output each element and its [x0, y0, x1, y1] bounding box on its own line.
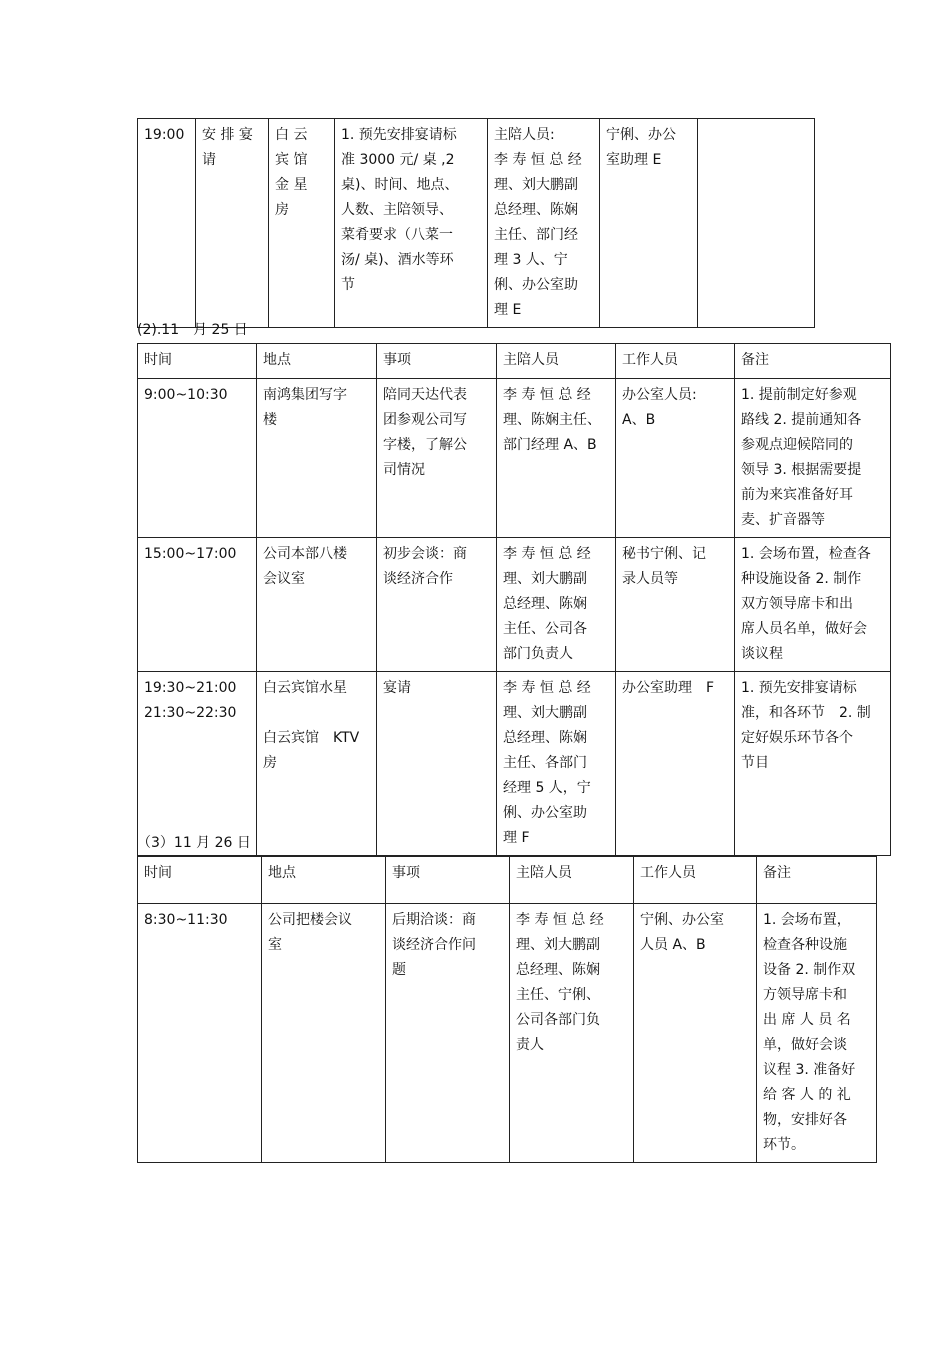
- header-place: 地点: [257, 344, 377, 379]
- cell-hosts: 李 寿 恒 总 经 理、刘大鹏副 总经理、陈娴 主任、公司各 部门负责人: [497, 538, 616, 672]
- section2-caption: (2).11 月 25 日: [137, 322, 248, 338]
- cell-staff: 办公室人员: A、B: [616, 379, 735, 538]
- header-notes: 备注: [735, 344, 891, 379]
- header-time: 时间: [138, 857, 262, 904]
- header-time: 时间: [138, 344, 257, 379]
- table-row: [138, 538, 891, 672]
- cell-staff: 宁俐、办公室 人员 A、B: [634, 904, 757, 1163]
- cell-hosts: 主陪人员: 李 寿 恒 总 经 理、刘大鹏副 总经理、陈娴 主任、部门经 理 3 人、宁 俐、办公室助 理 E: [488, 119, 600, 328]
- cell-staff: 宁俐、办公 室助理 E: [600, 119, 698, 328]
- cell-time: 19:30~21:00 21:30~22:30: [138, 672, 257, 856]
- cell-staff: 秘书宁俐、记 录人员等: [616, 538, 735, 672]
- cell-notes: 1. 提前制定好参观 路线 2. 提前通知各 参观点迎候陪同的 领导 3. 根据需要提 前为来宾准备好耳 麦、扩音器等: [735, 379, 891, 538]
- table-row: [138, 672, 891, 856]
- cell-notes: [698, 119, 815, 328]
- header-staff: 工作人员: [634, 857, 757, 904]
- schedule-table-nov26: [137, 856, 877, 1163]
- header-place: 地点: [262, 857, 386, 904]
- cell-notes: 1. 预先安排宴请标 准，和各环节 2. 制 定好娱乐环节各个 节目: [735, 672, 891, 856]
- cell-hosts: 李 寿 恒 总 经 理、刘大鹏副 总经理、陈娴 主任、各部门 经理 5 人，宁 俐、办公室助 理 F: [497, 672, 616, 856]
- cell-time: 19:00: [138, 119, 196, 328]
- table-row: [138, 379, 891, 538]
- cell-item: 初步会谈：商 谈经济合作: [377, 538, 497, 672]
- header-item: 事项: [386, 857, 510, 904]
- cell-staff: 办公室助理 F: [616, 672, 735, 856]
- table-row: [138, 119, 815, 328]
- cell-notes: 1. 会场布置， 检查各种设施 设备 2. 制作双 方领导席卡和 出 席 人 员 名 单，做好会谈 议程 3. 准备好 给 客 人 的 礼 物，安排好各 环节。: [757, 904, 877, 1163]
- schedule-table-continued: [137, 118, 815, 328]
- header-item: 事项: [377, 344, 497, 379]
- table-header-row: [138, 857, 877, 904]
- section3-caption: （3）11 月 26 日: [137, 835, 251, 851]
- cell-notes: 1. 会场布置，检查各 种设施设备 2. 制作 双方领导席卡和出 席人员名单，做好会 谈议程: [735, 538, 891, 672]
- header-hosts: 主陪人员: [510, 857, 634, 904]
- cell-place: 白 云 宾 馆 金 星 房: [269, 119, 335, 328]
- cell-item: 安 排 宴 请: [196, 119, 269, 328]
- cell-item: 后期洽谈：商 谈经济合作问 题: [386, 904, 510, 1163]
- cell-place: 南鸿集团写字 楼: [257, 379, 377, 538]
- header-hosts: 主陪人员: [497, 344, 616, 379]
- header-staff: 工作人员: [616, 344, 735, 379]
- header-notes: 备注: [757, 857, 877, 904]
- cell-place: 公司把楼会议 室: [262, 904, 386, 1163]
- cell-time: 15:00~17:00: [138, 538, 257, 672]
- cell-time: 8:30~11:30: [138, 904, 262, 1163]
- cell-item: 陪同天达代表 团参观公司写 字楼，了解公 司情况: [377, 379, 497, 538]
- cell-item: 宴请: [377, 672, 497, 856]
- schedule-table-nov25: [137, 343, 891, 856]
- cell-hosts: 李 寿 恒 总 经 理、陈娴主任、 部门经理 A、B: [497, 379, 616, 538]
- table-header-row: [138, 344, 891, 379]
- cell-hosts: 李 寿 恒 总 经 理、刘大鹏副 总经理、陈娴 主任、宁俐、 公司各部门负 责人: [510, 904, 634, 1163]
- cell-place: 白云宾馆水星 白云宾馆 KTV 房: [257, 672, 377, 856]
- cell-details: 1. 预先安排宴请标 准 3000 元/ 桌 ,2 桌)、时间、地点、 人数、主陪领导、 菜肴要求（八菜一 汤/ 桌)、酒水等环 节: [335, 119, 488, 328]
- cell-place: 公司本部八楼 会议室: [257, 538, 377, 672]
- cell-time: 9:00~10:30: [138, 379, 257, 538]
- table-row: [138, 904, 877, 1163]
